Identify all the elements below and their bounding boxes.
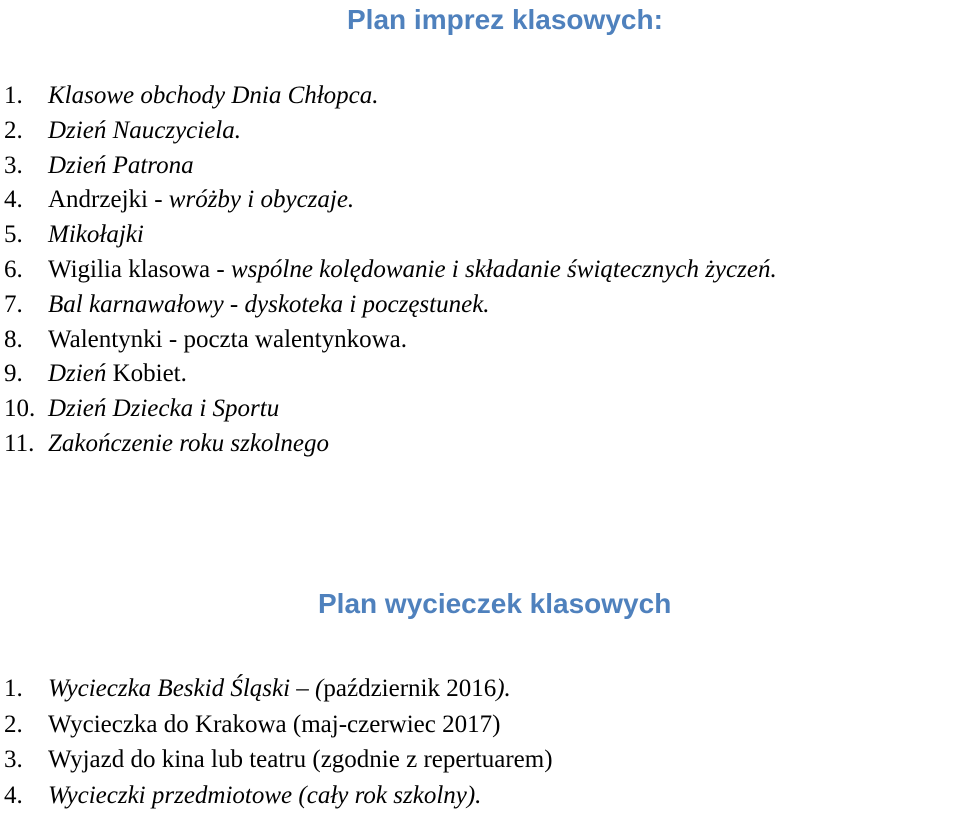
list-item xyxy=(4,79,777,114)
trips-heading: Plan wycieczek klasowych xyxy=(318,588,672,619)
list-item xyxy=(4,671,553,707)
list-item-number: 8. xyxy=(4,325,23,353)
list-item-text xyxy=(48,427,329,462)
list-item-number: 3. xyxy=(4,746,23,773)
list-item xyxy=(4,323,777,358)
list-item-number: 11. xyxy=(4,429,35,457)
list-item-text-part: Wycieczka do Krakowa (maj-czerwiec 2017) xyxy=(48,710,501,738)
list-item-text-part: Klasowe obchody Dnia Chłopca. xyxy=(48,82,379,109)
list-item-text-part: wróżby i obyczaje. xyxy=(168,186,355,214)
list-item-number: 9. xyxy=(4,360,23,388)
list-item-number: 6. xyxy=(4,255,23,283)
list-item-number: 3. xyxy=(4,151,23,179)
list-item-text xyxy=(48,253,777,288)
list-item-text-part: Wycieczki przedmiotowe (cały rok szkolny). xyxy=(48,781,482,809)
list-item-text xyxy=(48,707,500,743)
list-item-text xyxy=(48,357,187,392)
list-item-number: 2. xyxy=(4,710,23,738)
list-item-text-part: Walentynki - poczta walentynkowa. xyxy=(48,325,407,353)
list-item-text xyxy=(48,114,241,149)
list-item-text-part: Dzień xyxy=(48,360,113,388)
list-item-text-part: Wigilia klasowa - xyxy=(48,255,231,283)
list-item-text xyxy=(48,218,144,253)
list-item-text xyxy=(48,671,511,707)
trips-list xyxy=(4,671,553,813)
list-item xyxy=(4,778,553,814)
list-item-text-part: wspólne kolędowanie i składanie świątecznych życzeń. xyxy=(230,255,777,283)
list-item-text xyxy=(48,742,553,778)
list-item xyxy=(4,707,553,743)
list-item xyxy=(4,218,777,253)
list-item xyxy=(4,742,553,778)
list-item-number: 1. xyxy=(4,675,23,702)
list-item xyxy=(4,427,777,462)
list-item-text-part: ). xyxy=(496,675,511,702)
list-item xyxy=(4,183,777,218)
list-item xyxy=(4,288,777,323)
list-item-number: 1. xyxy=(4,82,23,109)
list-item-text-part: Andrzejki - xyxy=(48,186,169,214)
list-item-text xyxy=(48,183,354,218)
events-heading: Plan imprez klasowych: xyxy=(347,4,663,35)
list-item xyxy=(4,253,777,288)
list-item-text-part: Kobiet. xyxy=(112,360,187,388)
list-item-text-part: październik 2016 xyxy=(323,675,497,702)
list-item-text-part: Dzień Dziecka i Sportu xyxy=(48,395,280,423)
list-item-text-part: Wyjazd do kina lub teatru (zgodnie z repertuarem) xyxy=(48,746,553,773)
list-item-text-part: Wycieczka Beskid Śląski – ( xyxy=(48,675,324,702)
list-item xyxy=(4,392,777,427)
list-item-text xyxy=(48,79,379,114)
list-item-number: 7. xyxy=(4,290,23,318)
list-item-text xyxy=(48,323,407,358)
list-item-number: 5. xyxy=(4,221,23,249)
list-item-number: 4. xyxy=(4,781,23,809)
list-item xyxy=(4,114,777,149)
list-item-text xyxy=(48,288,490,323)
list-item-text xyxy=(48,392,279,427)
list-item-text-part: Dzień Nauczyciela. xyxy=(48,116,242,144)
list-item-number: 2. xyxy=(4,116,23,144)
events-list xyxy=(4,79,777,462)
list-item-text xyxy=(48,778,481,814)
list-item xyxy=(4,357,777,392)
list-item-text-part: Bal karnawałowy - dyskoteka i poczęstunek. xyxy=(48,290,490,318)
list-item-text-part: Dzień Patrona xyxy=(48,151,194,179)
list-item-number: 10. xyxy=(4,395,36,423)
list-item-number: 4. xyxy=(4,186,23,214)
list-item-text-part: Mikołajki xyxy=(48,221,144,249)
list-item xyxy=(4,149,777,184)
list-item-text xyxy=(48,149,194,184)
list-item-text-part: Zakończenie roku szkolnego xyxy=(48,429,329,457)
